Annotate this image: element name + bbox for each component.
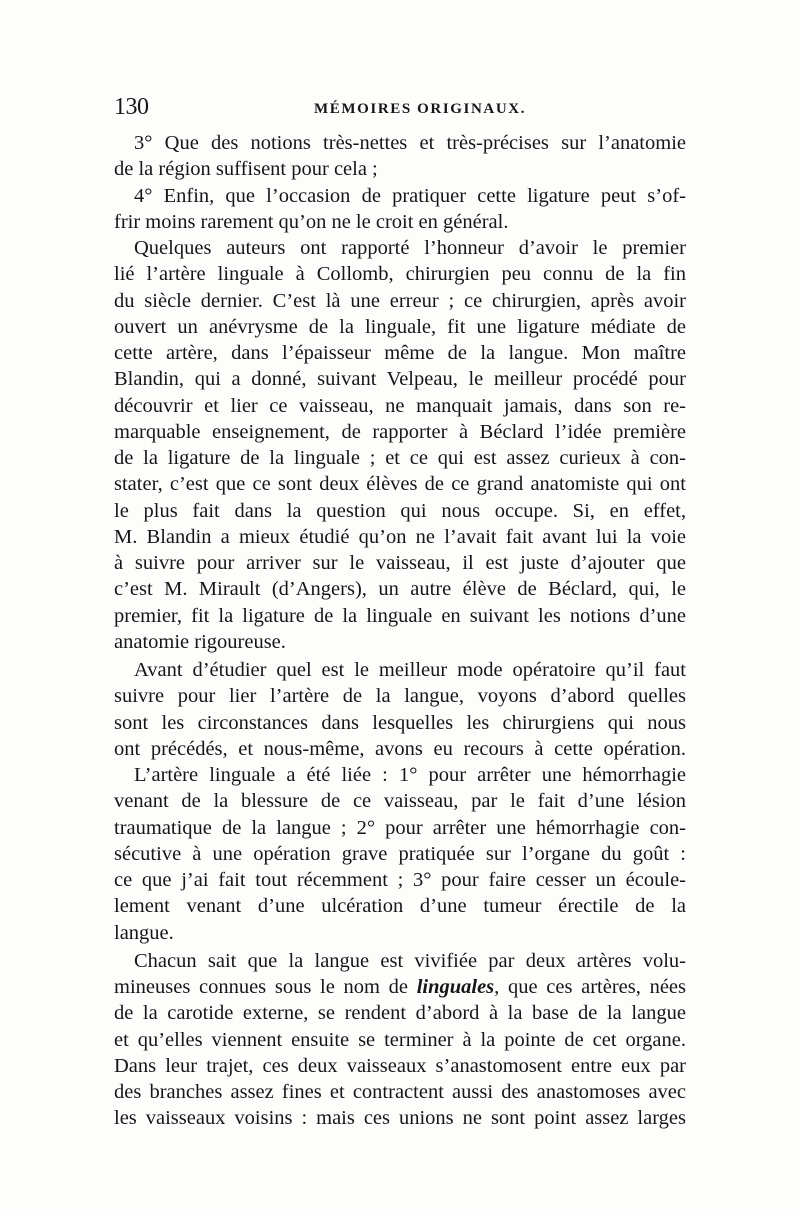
running-title: MÉMOIRES ORIGINAUX. — [314, 101, 527, 117]
text-line: anatomie rigoureuse. — [114, 630, 286, 653]
text-line: L’artère linguale a été liée : 1° pour arrêter une hémorrhagie — [134, 764, 686, 786]
text-line: cette artère, dans l’épaisseur même de la langue. Mon maître — [114, 342, 686, 364]
text-line: Dans leur trajet, ces deux vaisseaux s’anastomosent entre eux par — [114, 1054, 686, 1077]
text-line: Chacun sait que la langue est vivifiée par deux artères volu- — [134, 949, 686, 972]
text-line: Avant d’étudier quel est le meilleur mode opératoire qu’il faut — [134, 659, 686, 681]
text-line: stater, c’est que ce sont deux élèves de ce grand anatomiste qui ont — [114, 473, 686, 496]
text-line: ouvert un anévrysme de la linguale, fit une ligature médiate de — [114, 315, 686, 338]
text-line: Quelques auteurs ont rapporté l’honneur d’avoir le premier — [134, 237, 686, 259]
text-line: venant de la blessure de ce vaisseau, par le fait d’une lésion — [114, 790, 686, 813]
text-line: langue. — [114, 921, 174, 944]
text-line: les vaisseaux voisins : mais ces unions ne sont point assez larges — [114, 1107, 686, 1130]
text-line: marquable enseignement, de rapporter à Béclard l’idée première — [114, 420, 686, 443]
text-line: le plus fait dans la question qui nous occupe. Si, en effet, — [114, 499, 686, 522]
text-line-with-emphasis — [114, 974, 686, 1000]
text-line: de la région suffisent pour cela ; — [114, 158, 378, 181]
text-line: de la ligature de la linguale ; et ce qui est assez curieux à con- — [114, 447, 686, 469]
text-line: et qu’elles viennent ensuite se terminer à la pointe de cet organe. — [114, 1028, 686, 1051]
text-line: c’est M. Mirault (d’Angers), un autre élève de Béclard, qui, le — [114, 578, 686, 601]
body-text — [114, 130, 686, 1132]
text-line: traumatique de la langue ; 2° pour arrêter une hémorrhagie con- — [114, 816, 686, 839]
text-fragment: , que ces artères, nées — [494, 976, 686, 998]
text-line: de la carotide externe, se rendent d’abord à la base de la langue — [114, 1002, 686, 1025]
text-line: du siècle dernier. C’est là une erreur ; ce chirurgien, après avoir — [114, 289, 686, 312]
text-line: lement venant d’une ulcération d’une tumeur érectile de la — [114, 895, 686, 918]
text-line: sécutive à une opération grave pratiquée sur l’organe du goût : — [114, 842, 686, 865]
text-line: sont les circonstances dans lesquelles les chirurgiens qui nous — [114, 711, 686, 734]
text-line: ce que j’ai fait tout récemment ; 3° pour faire cesser un écoule- — [114, 869, 686, 891]
page-number: 130 — [114, 94, 149, 120]
text-line: lié l’artère linguale à Collomb, chirurgien peu connu de la fin — [114, 263, 686, 286]
text-line: 3° Que des notions très-nettes et très-précises sur l’anatomie — [134, 132, 686, 154]
text-line: à suivre pour arriver sur le vaisseau, il est juste d’ajouter que — [114, 552, 686, 574]
emphasized-term: linguales — [416, 976, 495, 998]
text-line: premier, fit la ligature de la linguale en suivant les notions d’une — [114, 604, 686, 627]
text-line: M. Blandin a mieux étudié qu’on ne l’avait fait avant lui la voie — [114, 525, 686, 548]
text-line: frir moins rarement qu’on ne le croit en général. — [114, 210, 509, 233]
text-line: découvrir et lier ce vaisseau, ne manquait jamais, dans son re- — [114, 394, 686, 417]
text-line: 4° Enfin, que l’occasion de pratiquer cette ligature peut s’of- — [134, 184, 686, 207]
running-head — [114, 95, 686, 119]
text-line: suivre pour lier l’artère de la langue, voyons d’abord quelles — [114, 685, 686, 708]
text-line: des branches assez fines et contractent aussi des anastomoses avec — [114, 1081, 686, 1103]
text-line: Blandin, qui a donné, suivant Velpeau, le meilleur procédé pour — [114, 368, 686, 391]
text-fragment: mineuses connues sous le nom de — [114, 976, 408, 998]
text-line: ont précédés, et nous-même, avons eu recours à cette opération. — [114, 737, 686, 760]
